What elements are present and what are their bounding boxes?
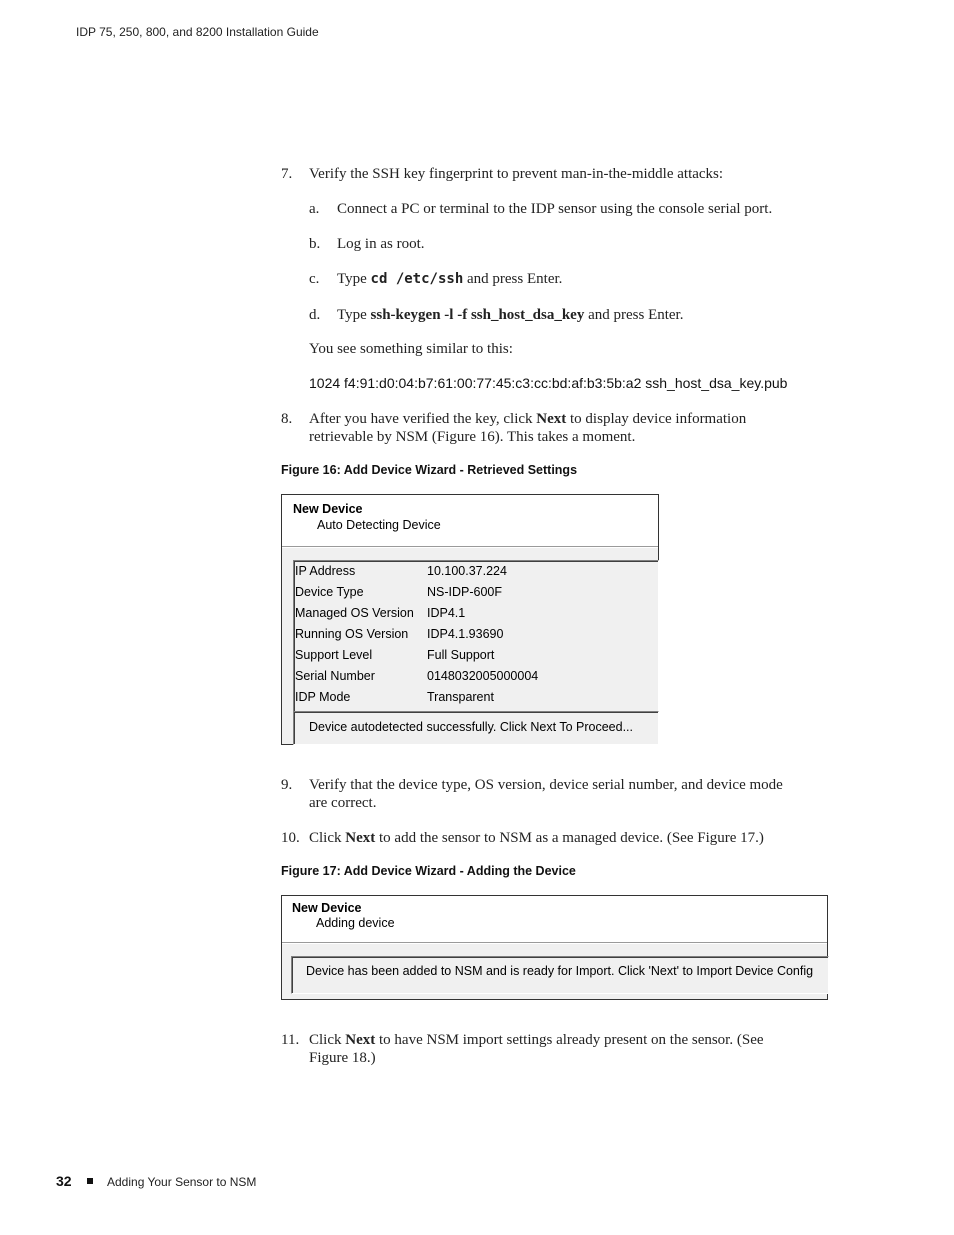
- page-number: 32: [56, 1173, 72, 1189]
- substep-b: [309, 235, 869, 255]
- substep-letter: a.: [309, 201, 320, 217]
- dialog-subtitle: Adding device: [316, 916, 395, 930]
- row-value: Full Support: [427, 648, 495, 662]
- substep-a: [309, 200, 869, 220]
- row-label: IP Address: [295, 564, 356, 578]
- substep-text: Connect a PC or terminal to the IDP sensor using the console serial port.: [337, 201, 773, 217]
- substep-c: [309, 270, 869, 290]
- substep-text: Log in as root.: [337, 236, 425, 252]
- substep-letter: b.: [309, 236, 321, 252]
- fingerprint-output: 1024 f4:91:d0:04:b7:61:00:77:45:c3:cc:bd:af:b3:5b:a2 ssh_host_dsa_key.pub: [309, 375, 788, 391]
- figure-17-caption: Figure 17: Add Device Wizard - Adding the Device: [281, 864, 576, 878]
- substep-letter: d.: [309, 307, 321, 323]
- row-value: IDP4.1.93690: [427, 627, 504, 641]
- inline-command: cd /etc/ssh: [370, 271, 464, 287]
- figure-16-caption: Figure 16: Add Device Wizard - Retrieved Settings: [281, 463, 578, 477]
- row-label: IDP Mode: [295, 690, 351, 704]
- step-number: 8.: [281, 411, 293, 427]
- step-7: [281, 165, 881, 185]
- step-8: [281, 410, 881, 450]
- step-11: [281, 1031, 881, 1071]
- row-value: Transparent: [427, 690, 494, 704]
- row-label: Serial Number: [295, 669, 375, 683]
- step-10: [281, 829, 881, 849]
- figure-16-screenshot: [281, 494, 659, 745]
- footer-section-title: Adding Your Sensor to NSM: [107, 1175, 257, 1189]
- step-text: Click Next to have NSM import settings already present on the sensor. (See Figure 18.): [309, 1032, 764, 1066]
- bullet-square-icon: [87, 1178, 93, 1184]
- row-value: NS-IDP-600F: [427, 585, 503, 599]
- step-text: Verify that the device type, OS version, device serial number, and device mode are correct.: [309, 777, 783, 811]
- step-text: Verify the SSH key fingerprint to prevent man-in-the-middle attacks:: [309, 166, 724, 182]
- status-message: Device autodetected successfully. Click Next To Proceed...: [309, 720, 633, 734]
- step-number: 7.: [281, 166, 293, 182]
- step-text: Click Next to add the sensor to NSM as a managed device. (See Figure 17.): [309, 830, 764, 846]
- row-value: 0148032005000004: [427, 669, 539, 683]
- inline-command: ssh-keygen -l -f ssh_host_dsa_key: [370, 307, 585, 323]
- row-value: 10.100.37.224: [427, 564, 507, 578]
- substep-text: Type cd /etc/ssh and press Enter.: [337, 271, 563, 287]
- figure-17-screenshot: [281, 895, 828, 1000]
- dialog-title: New Device: [292, 901, 362, 915]
- row-label: Managed OS Version: [295, 606, 414, 620]
- substep-text: Type ssh-keygen -l -f ssh_host_dsa_key and press Enter.: [337, 307, 684, 323]
- dialog-subtitle: Auto Detecting Device: [317, 518, 441, 532]
- step-number: 10.: [281, 830, 300, 846]
- status-message: Device has been added to NSM and is ready for Import. Click 'Next' to Import Device Config: [306, 964, 814, 978]
- step-9: [281, 776, 881, 816]
- row-label: Support Level: [295, 648, 373, 662]
- row-label: Running OS Version: [295, 627, 409, 641]
- dialog-title: New Device: [293, 502, 363, 516]
- row-value: IDP4.1: [427, 606, 466, 620]
- step-text: After you have verified the key, click Next to display device information retrievable by NSM (Figure 16). This takes a moment.: [309, 411, 747, 445]
- substep-letter: c.: [309, 271, 320, 287]
- substep-d: [309, 306, 869, 326]
- see-similar-text: You see something similar to this:: [309, 341, 513, 357]
- running-header: IDP 75, 250, 800, and 8200 Installation Guide: [76, 25, 319, 39]
- step-number: 11.: [281, 1032, 300, 1048]
- step-number: 9.: [281, 777, 293, 793]
- row-label: Device Type: [295, 585, 364, 599]
